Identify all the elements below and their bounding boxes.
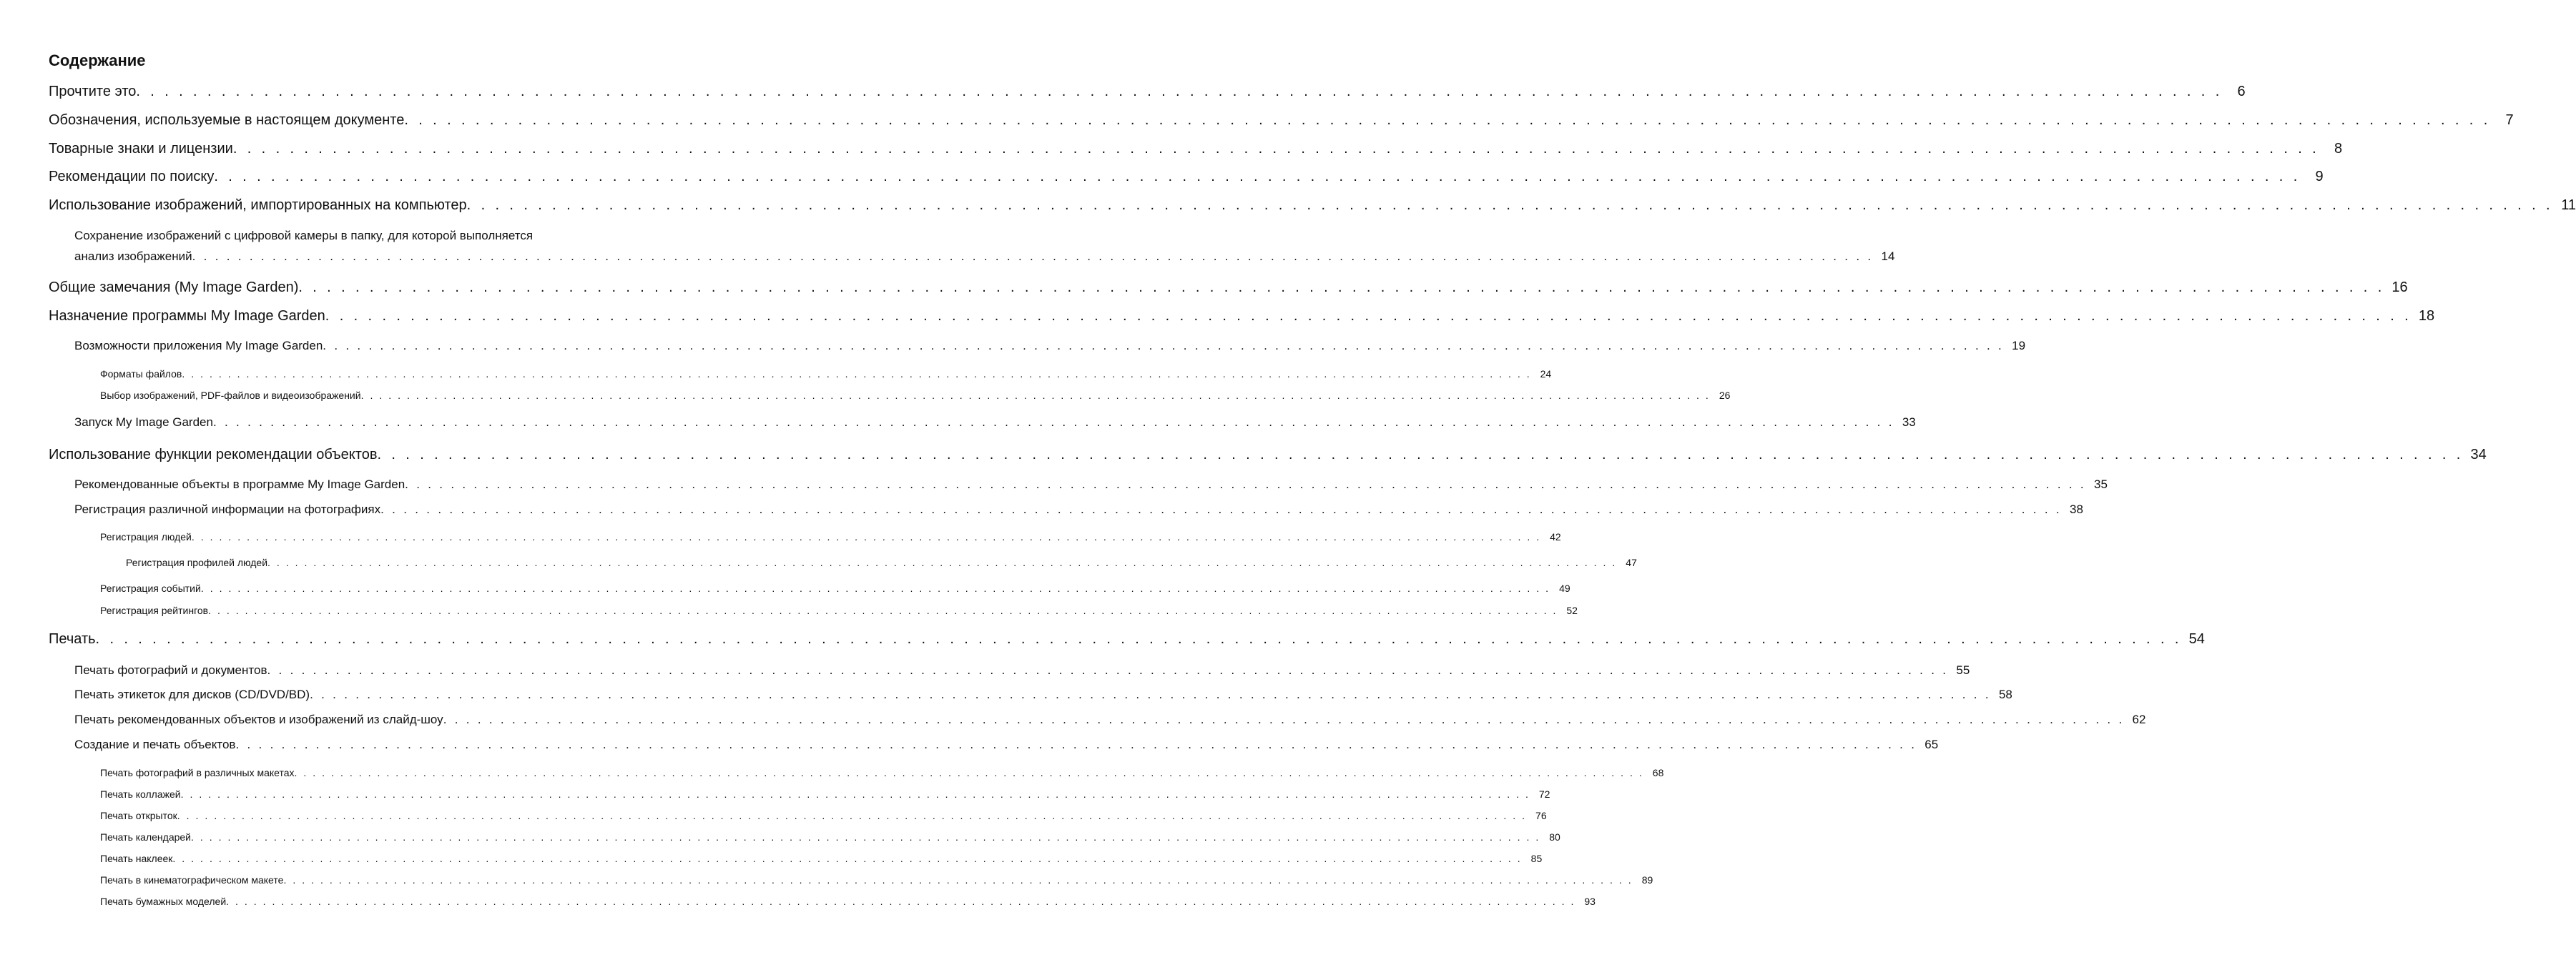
- toc-entry-title: Прочтите это: [49, 84, 137, 99]
- toc-entry-title: Форматы файлов: [100, 368, 182, 380]
- toc-leader: . . . . . . . . . . . . . . . . . . . . . . . . . . . . . . . . . . . . . . . . . . . . . . . . . . . . . . . . . . . . . . . . . . . . . . . . . . . . . . . . . . . . . . . . . . . . . . . . . . . . . . . . . . . . . . . . . . . . . . . . . . . . . . . . . . . . . . . . . . . . . . . . . . .: [323, 339, 2005, 352]
- toc-entry[interactable]: [74, 501, 2083, 518]
- toc-entry[interactable]: [74, 736, 1939, 753]
- toc-entry-title: Печать этикеток для дисков (CD/DVD/BD): [74, 688, 310, 701]
- toc-entry-title: Печать фотографий и документов: [74, 663, 267, 677]
- toc-entry[interactable]: [100, 787, 1550, 801]
- toc-entry[interactable]: [74, 686, 2012, 703]
- toc-entry[interactable]: [100, 388, 1731, 402]
- toc-entry-title: Выбор изображений, PDF-файлов и видеоизображений: [100, 390, 361, 401]
- toc-entry[interactable]: [49, 139, 2343, 159]
- toc-entry[interactable]: [49, 167, 2324, 187]
- toc-entry-title: Рекомендованные объекты в программе My Image Garden: [74, 477, 405, 491]
- toc-entry[interactable]: [49, 277, 2408, 297]
- toc-leader: . . . . . . . . . . . . . . . . . . . . . . . . . . . . . . . . . . . . . . . . . . . . . . . . . . . . . . . . . . . . . . . . . . . . . . . . . . . . . . . . . . . . . . . . . . . . . . . . . . . . . . . . . . . . . . . . . . . . . . . . . . . . . . . . . . . . . . . . . . . . . . . . . . .: [182, 368, 1532, 380]
- toc-leader: . . . . . . . . . . . . . . . . . . . . . . . . . . . . . . . . . . . . . . . . . . . . . . . . . . . . . . . . . . . . . . . . . . . . . . . . . . . . . . . . . . . . . . . . . . . . . . . . . . . . . . . . . . . . . . . . . . . . . . . . . . . . . . . . . . . . . . . . . . . . . . . . . . .: [214, 169, 2301, 184]
- toc-page-number: 93: [1584, 896, 1596, 907]
- toc-entry[interactable]: [100, 367, 1552, 381]
- toc-entry[interactable]: [100, 766, 1664, 780]
- toc-leader: . . . . . . . . . . . . . . . . . . . . . . . . . . . . . . . . . . . . . . . . . . . . . . . . . . . . . . . . . . . . . . . . . . . . . . . . . . . . . . . . . . . . . . . . . . . . . . . . . . . . . . . . . . . . . . . . . . . . . . . . . . . . . . . . . . . . . . . . . . . . . . . . . . .: [310, 688, 1991, 701]
- toc-leader: . . . . . . . . . . . . . . . . . . . . . . . . . . . . . . . . . . . . . . . . . . . . . . . . . . . . . . . . . . . . . . . . . . . . . . . . . . . . . . . . . . . . . . . . . . . . . . . . . . . . . . . . . . . . . . . . . . . . . . . . . . . . . . . . . . . . . . . . . . . . . . . . . . .: [267, 663, 1949, 677]
- toc-leader: . . . . . . . . . . . . . . . . . . . . . . . . . . . . . . . . . . . . . . . . . . . . . . . . . . . . . . . . . . . . . . . . . . . . . . . . . . . . . . . . . . . . . . . . . . . . . . . . . . . . . . . . . . . . . . . . . . . . . . . . . . . . . . . . . . . . . . . . . . . . . . . . . . .: [377, 447, 2464, 462]
- toc-page-number: 80: [1549, 831, 1560, 843]
- toc-entry-wrapped[interactable]: [74, 225, 1895, 267]
- toc-entry[interactable]: [100, 808, 1547, 823]
- toc-page-number: 55: [1956, 663, 1970, 677]
- toc-entry-title: Печать календарей: [100, 831, 192, 843]
- toc-page-number: 6: [2237, 84, 2246, 99]
- toc-leader: . . . . . . . . . . . . . . . . . . . . . . . . . . . . . . . . . . . . . . . . . . . . . . . . . . . . . . . . . . . . . . . . . . . . . . . . . . . . . . . . . . . . . . . . . . . . . . . . . . . . . . . . . . . . . . . . . . . . . . . . . . . . . . . . . . . . . . . . . . . . . . . . . . .: [298, 279, 2385, 295]
- toc-entry-title: Регистрация различной информации на фотографиях: [74, 503, 381, 516]
- toc-entry[interactable]: [74, 711, 2146, 728]
- toc-leader: . . . . . . . . . . . . . . . . . . . . . . . . . . . . . . . . . . . . . . . . . . . . . . . . . . . . . . . . . . . . . . . . . . . . . . . . . . . . . . . . . . . . . . . . . . . . . . . . . . . . . . . . . . . . . . . . . . . . . . . . . . . . . . . . . . . . . . . . . . . . . . . . . . .: [232, 141, 2320, 157]
- toc-entry-title: Товарные знаки и лицензии: [49, 141, 233, 157]
- toc-leader: . . . . . . . . . . . . . . . . . . . . . . . . . . . . . . . . . . . . . . . . . . . . . . . . . . . . . . . . . . . . . . . . . . . . . . . . . . . . . . . . . . . . . . . . . . . . . . . . . . . . . . . . . . . . . . . . . . . . . . . . . . . . . . . . . . . . . . . . . . . . . . . . . . .: [172, 853, 1523, 864]
- toc-page-number: 11: [2561, 197, 2576, 213]
- toc-leader: . . . . . . . . . . . . . . . . . . . . . . . . . . . . . . . . . . . . . . . . . . . . . . . . . . . . . . . . . . . . . . . . . . . . . . . . . . . . . . . . . . . . . . . . . . . . . . . . . . . . . . . . . . . . . . . . . . . . . . . . . . . . . . . . . . . . . . . . . . . . . . . . . . .: [191, 831, 1540, 843]
- toc-entry[interactable]: [74, 337, 2026, 355]
- toc-leader: . . . . . . . . . . . . . . . . . . . . . . . . . . . . . . . . . . . . . . . . . . . . . . . . . . . . . . . . . . . . . . . . . . . . . . . . . . . . . . . . . . . . . . . . . . . . . . . . . . . . . . . . . . . . . . . . . . . . . . . . . . . . . . . . . . . . . . . . . . . . . . . . . . .: [200, 583, 1550, 594]
- toc-page-number: 38: [2069, 503, 2083, 516]
- toc-leader: . . . . . . . . . . . . . . . . . . . . . . . . . . . . . . . . . . . . . . . . . . . . . . . . . . . . . . . . . . . . . . . . . . . . . . . . . . . . . . . . . . . . . . . . . . . . . . . . . . . . . . . . . . . . . . . . . . . . . . . . . . . . . . . . . . . . . . . . . . . . . . . . . . .: [325, 308, 2412, 324]
- toc-leader: . . . . . . . . . . . . . . . . . . . . . . . . . . . . . . . . . . . . . . . . . . . . . . . . . . . . . . . . . . . . . . . . . . . . . . . . . . . . . . . . . . . . . . . . . . . . . . . . . . . . . . . . . . . . . . . . . . . . . . . . . . . . . . . . . . . . . . . . . . . . . . . . . . .: [208, 605, 1558, 616]
- toc-page-number: 65: [1924, 738, 1939, 751]
- toc-entry-title: Использование изображений, импортированных на компьютер: [49, 197, 467, 213]
- toc-page-number: 26: [1719, 390, 1731, 401]
- toc-page-number: 9: [2315, 169, 2324, 184]
- toc-page-number: 68: [1652, 767, 1664, 778]
- toc-entry-title: Печать: [49, 631, 96, 647]
- toc-leader: . . . . . . . . . . . . . . . . . . . . . . . . . . . . . . . . . . . . . . . . . . . . . . . . . . . . . . . . . . . . . . . . . . . . . . . . . . . . . . . . . . . . . . . . . . . . . . . . . . . . . . . . . . . . . . . . . . . . . . . . . . . . . . . . . . . . . . . . . . . . . . . . . . .: [180, 788, 1530, 800]
- toc-leader: . . . . . . . . . . . . . . . . . . . . . . . . . . . . . . . . . . . . . . . . . . . . . . . . . . . . . . . . . . . . . . . . . . . . . . . . . . . . . . . . . . . . . . . . . . . . . . . . . . . . . . . . . . . . . . . . . . . . . . . . . . . . . . . . . . . . . . . . . . . . . . . . . . .: [226, 896, 1575, 907]
- toc-entry-title: Печать бумажных моделей: [100, 896, 227, 907]
- toc-leader: . . . . . . . . . . . . . . . . . . . . . . . . . . . . . . . . . . . . . . . . . . . . . . . . . . . . . . . . . . . . . . . . . . . . . . . . . . . . . . . . . . . . . . . . . . . . . . . . . . . . . . . . . . . . . . . . . . . . . . . . . . . . . . . . . . . . . . . . . . . . . . . . . . .: [294, 767, 1644, 778]
- toc-leader: . . . . . . . . . . . . . . . . . . . . . . . . . . . . . . . . . . . . . . . . . . . . . . . . . . . . . . . . . . . . . . . . . . . . . . . . . . . . . . . . . . . . . . . . . . . . . . . . . . . . . . . . . . . . . . . . . . . . . . . . . . . . . . . . . . . . . . . . . . . . . . . . . . .: [267, 557, 1617, 568]
- toc-leader: . . . . . . . . . . . . . . . . . . . . . . . . . . . . . . . . . . . . . . . . . . . . . . . . . . . . . . . . . . . . . . . . . . . . . . . . . . . . . . . . . . . . . . . . . . . . . . . . . . . . . . . . . . . . . . . . . . . . . . . . . . . . . . . . . . . . . . . . . . . . . . . . . . .: [405, 477, 2086, 491]
- toc-entry[interactable]: [74, 414, 1916, 431]
- toc-page-number: 76: [1535, 810, 1547, 821]
- toc-page-number: 85: [1530, 853, 1543, 864]
- toc-entry[interactable]: [49, 306, 2435, 326]
- toc-entry-title: Регистрация рейтингов: [100, 605, 209, 616]
- toc-entry[interactable]: [100, 830, 1560, 844]
- toc-entry[interactable]: [100, 873, 1653, 887]
- toc-page-number: 14: [1881, 249, 1895, 263]
- toc-page-number: 89: [1641, 874, 1653, 886]
- toc-page-number: 35: [2094, 477, 2108, 491]
- toc-entry-title: Запуск My Image Garden: [74, 415, 213, 429]
- toc-page-number: 49: [1559, 583, 1570, 594]
- toc-leader: . . . . . . . . . . . . . . . . . . . . . . . . . . . . . . . . . . . . . . . . . . . . . . . . . . . . . . . . . . . . . . . . . . . . . . . . . . . . . . . . . . . . . . . . . . . . . . . . . . . . . . . . . . . . . . . . . . . . . . . . . . . . . . . . . . . . . . . . . . . . . . . . . . .: [191, 531, 1541, 543]
- toc-page-number: 24: [1540, 368, 1552, 380]
- toc-leader: . . . . . . . . . . . . . . . . . . . . . . . . . . . . . . . . . . . . . . . . . . . . . . . . . . . . . . . . . . . . . . . . . . . . . . . . . . . . . . . . . . . . . . . . . . . . . . . . . . . . . . . . . . . . . . . . . . . . . . . . . . . . . . . . . . . . . . . . . . . . . . . . . . .: [360, 390, 1711, 401]
- toc-entry[interactable]: [49, 445, 2487, 465]
- toc-page-number: 58: [1998, 688, 2012, 701]
- toc-leader: . . . . . . . . . . . . . . . . . . . . . . . . . . . . . . . . . . . . . . . . . . . . . . . . . . . . . . . . . . . . . . . . . . . . . . . . . . . . . . . . . . . . . . . . . . . . . . . . . . . . . . . . . . . . . . . . . . . . . . . . . . . . . . . . . . . . . . . . . . . . . . . . . . .: [95, 631, 2182, 647]
- toc-leader: . . . . . . . . . . . . . . . . . . . . . . . . . . . . . . . . . . . . . . . . . . . . . . . . . . . . . . . . . . . . . . . . . . . . . . . . . . . . . . . . . . . . . . . . . . . . . . . . . . . . . . . . . . . . . . . . . . . . . . . . . . . . . . . . . . . . . . . . . . . . . . . . . . .: [283, 874, 1633, 886]
- toc-entry[interactable]: [49, 110, 2514, 130]
- toc-entry-title: Использование функции рекомендации объектов: [49, 447, 378, 462]
- toc-entry-title: Регистрация профилей людей: [126, 557, 268, 568]
- toc-entry-title: Регистрация событий: [100, 583, 201, 594]
- toc-page-number: 8: [2334, 141, 2343, 157]
- toc-page-number: 54: [2188, 631, 2205, 647]
- toc-entry[interactable]: [74, 662, 1970, 679]
- toc-entry-title: Печать в кинематографическом макете: [100, 874, 284, 886]
- toc-entry[interactable]: [74, 476, 2108, 493]
- toc-leader: . . . . . . . . . . . . . . . . . . . . . . . . . . . . . . . . . . . . . . . . . . . . . . . . . . . . . . . . . . . . . . . . . . . . . . . . . . . . . . . . . . . . . . . . . . . . . . . . . . . . . . . . . . . . . . . . . . . . . . . . . . . . . . . . . . . . . . . . . . . . . . . . . . .: [136, 84, 2223, 99]
- toc-entry[interactable]: [100, 530, 1561, 544]
- toc-page-number: 16: [2391, 279, 2408, 295]
- toc-leader: . . . . . . . . . . . . . . . . . . . . . . . . . . . . . . . . . . . . . . . . . . . . . . . . . . . . . . . . . . . . . . . . . . . . . . . . . . . . . . . . . . . . . . . . . . . . . . . . . . . . . . . . . . . . . . . . . . . . . . . . . . . . . . . . . . . . . . . . . . . . . . . . . . .: [212, 415, 1894, 429]
- toc-entry-title: Обозначения, используемые в настоящем документе: [49, 112, 405, 128]
- toc-entry-title: Печать коллажей: [100, 788, 181, 800]
- toc-page-number: 19: [2012, 339, 2026, 352]
- toc-entry-title: Общие замечания (My Image Garden): [49, 279, 299, 295]
- toc-entry[interactable]: [100, 894, 1596, 909]
- page-title: Содержание: [49, 51, 146, 69]
- toc-leader: . . . . . . . . . . . . . . . . . . . . . . . . . . . . . . . . . . . . . . . . . . . . . . . . . . . . . . . . . . . . . . . . . . . . . . . . . . . . . . . . . . . . . . . . . . . . . . . . . . . . . . . . . . . . . . . . . . . . . . . . . . . . . . . . . . . . . . . . . . . . . . . . . . .: [235, 738, 1917, 751]
- toc-entry[interactable]: [100, 603, 1578, 618]
- toc-entry-title: Печать фотографий в различных макетах: [100, 767, 295, 778]
- toc-page-number: 42: [1550, 531, 1561, 543]
- toc-leader: . . . . . . . . . . . . . . . . . . . . . . . . . . . . . . . . . . . . . . . . . . . . . . . . . . . . . . . . . . . . . . . . . . . . . . . . . . . . . . . . . . . . . . . . . . . . . . . . . . . . . . . . . . . . . . . . . . . . . . . . . . . . . . . . . . . . . . . . . . . . . . . . . . .: [404, 112, 2491, 128]
- toc-entry[interactable]: [126, 555, 1637, 570]
- toc-page-number: 33: [1902, 415, 1916, 429]
- toc-entry-title: Регистрация людей: [100, 531, 192, 543]
- toc-page-number: 72: [1538, 788, 1550, 800]
- toc-leader: . . . . . . . . . . . . . . . . . . . . . . . . . . . . . . . . . . . . . . . . . . . . . . . . . . . . . . . . . . . . . . . . . . . . . . . . . . . . . . . . . . . . . . . . . . . . . . . . . . . . . . . . . . . . . . . . . . . . . . . . . . . . . . . . . . . . . . . . . . . . . . . . . . .: [192, 249, 1874, 263]
- toc-page-number: 18: [2418, 308, 2435, 324]
- toc-page-number: 62: [2132, 713, 2146, 726]
- toc-entry-title: Возможности приложения My Image Garden: [74, 339, 323, 352]
- toc-page-number: 47: [1626, 557, 1637, 568]
- toc-leader: . . . . . . . . . . . . . . . . . . . . . . . . . . . . . . . . . . . . . . . . . . . . . . . . . . . . . . . . . . . . . . . . . . . . . . . . . . . . . . . . . . . . . . . . . . . . . . . . . . . . . . . . . . . . . . . . . . . . . . . . . . . . . . . . . . . . . . . . . . . . . . . . . . .: [466, 197, 2553, 213]
- toc-entry[interactable]: [49, 195, 2576, 215]
- toc-entry-title: Рекомендации по поиску: [49, 169, 215, 184]
- toc-page-number: 7: [2505, 112, 2514, 128]
- toc-entry[interactable]: [49, 81, 2246, 102]
- toc-entry[interactable]: [100, 581, 1570, 595]
- toc-entry-title-continued: анализ изображений: [74, 249, 192, 263]
- toc-page-number: 34: [2470, 447, 2487, 462]
- toc-page-number: 52: [1566, 605, 1578, 616]
- toc-entry-title: Печать рекомендованных объектов и изображений из слайд-шоу: [74, 713, 443, 726]
- toc-entry-title: Сохранение изображений с цифровой камеры в папку, для которой выполняется: [74, 229, 534, 242]
- toc-leader: . . . . . . . . . . . . . . . . . . . . . . . . . . . . . . . . . . . . . . . . . . . . . . . . . . . . . . . . . . . . . . . . . . . . . . . . . . . . . . . . . . . . . . . . . . . . . . . . . . . . . . . . . . . . . . . . . . . . . . . . . . . . . . . . . . . . . . . . . . . . . . . . . . .: [177, 810, 1527, 821]
- toc-leader: . . . . . . . . . . . . . . . . . . . . . . . . . . . . . . . . . . . . . . . . . . . . . . . . . . . . . . . . . . . . . . . . . . . . . . . . . . . . . . . . . . . . . . . . . . . . . . . . . . . . . . . . . . . . . . . . . . . . . . . . . . . . . . . . . . . . . . . . . . . . . . . . . . .: [443, 713, 2125, 726]
- toc-entry[interactable]: [49, 629, 2205, 649]
- toc-entry-title: Печать наклеек: [100, 853, 173, 864]
- toc-entry[interactable]: [100, 851, 1543, 866]
- toc-entry-title: Создание и печать объектов: [74, 738, 236, 751]
- toc-entry-title: Печать открыток: [100, 810, 177, 821]
- toc-leader: . . . . . . . . . . . . . . . . . . . . . . . . . . . . . . . . . . . . . . . . . . . . . . . . . . . . . . . . . . . . . . . . . . . . . . . . . . . . . . . . . . . . . . . . . . . . . . . . . . . . . . . . . . . . . . . . . . . . . . . . . . . . . . . . . . . . . . . . . . . . . . . . . . .: [380, 503, 2062, 516]
- toc-entry-title: Назначение программы My Image Garden: [49, 308, 325, 324]
